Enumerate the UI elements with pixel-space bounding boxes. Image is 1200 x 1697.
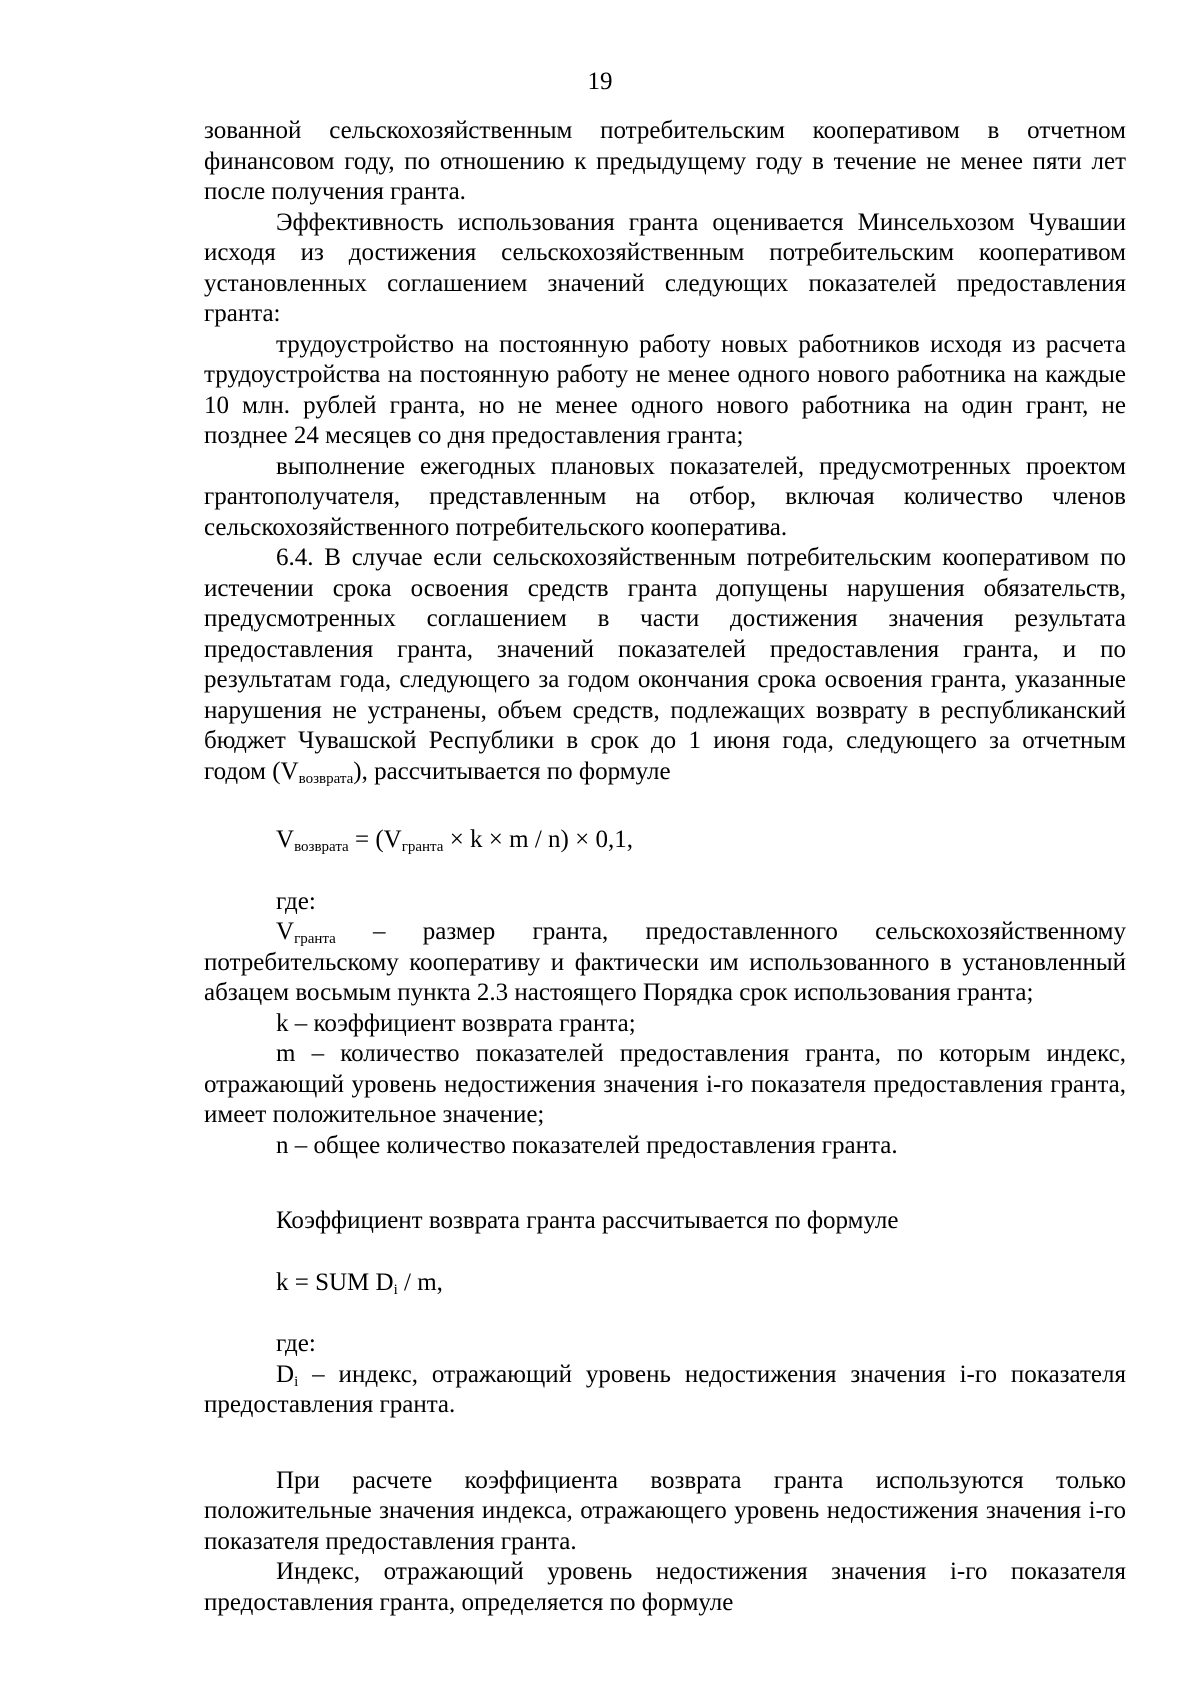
formula-v: V (276, 826, 295, 853)
paragraph-index-formula: Индекс, отражающий уровень недостижения значения i-го показателя предоставления гранта, определяется по формуле (204, 1558, 1126, 1616)
formula-tail: × k × m / n) × 0,1, (443, 826, 633, 853)
definition-n: n – общее количество показателей предоставления гранта. (276, 1131, 898, 1159)
formula-return-volume (204, 825, 1126, 856)
definition-v-grant (204, 917, 1126, 1009)
paragraph-positive-values: При расчете коэффициента возврата гранта используются только положительные значения индекса, отражающего уровень недостижения значения i-го показателя предоставления гранта. (204, 1466, 1126, 1555)
definition-k: k – коэффициент возврата гранта; (276, 1009, 636, 1037)
body-text (204, 116, 1126, 1618)
definition-d: D (276, 1360, 295, 1388)
formula-mid: = (V (348, 826, 402, 853)
coefficient-intro: Коэффициент возврата гранта рассчитывается по формуле (276, 1207, 899, 1234)
formula-k-head: k = SUM D (276, 1268, 394, 1296)
paragraph-6-4 (204, 543, 1126, 787)
paragraph-continuation: зованной сельскохозяйственным потребительским кооперативом в отчетном финансовом году, по отношению к предыдущему году в течение не менее пяти лет после получения гранта. (204, 117, 1126, 205)
definition-di-text: – индекс, отражающий уровень недостижения значения i-го показателя предоставления гранта. (204, 1360, 1126, 1418)
paragraph-6-4-text: 6.4. В случае если сельскохозяйственным потребительским кооперативом по истечении срока освоения средств гранта допущены нарушения обязательств, предусмотренных соглашением в части достижения значения результата предоставления гранта, значений показателей предоставления гранта, и по результатам года, следующего за годом окончания срока освоения гранта, указанные нарушения не устранены, объем средств, подлежащих возврату в республиканский бюджет Чувашской Республики в срок до 1 июня года, следующего за отчетным годом (V (204, 544, 1126, 785)
paragraph-efficiency: Эффективность использования гранта оценивается Минсельхозом Чувашии исходя из достижения сельскохозяйственным потребительским кооперативом установленных соглашением значений следующих показателей предоставления гранта: (204, 208, 1126, 327)
definition-v: V (276, 918, 295, 945)
paragraph-plan-indicators: выполнение ежегодных плановых показателей, предусмотренных проектом грантополучателя, представленным на отбор, включая количество членов сельскохозяйственного потребительского кооператива. (204, 452, 1126, 541)
where-label: где: (276, 887, 316, 915)
page-number: 19 (587, 68, 613, 95)
where-label-2: где: (276, 1330, 316, 1357)
definition-sub-grant: гранта (294, 931, 336, 947)
definition-v-text: – размер гранта, предоставленного сельскохозяйственному потребительскому кооперативу и фактически им использованного в установленный абзацем восьмым пункта 2.3 настоящего Порядка срок использования гранта; (204, 918, 1126, 1006)
formula-k-tail: / m, (397, 1268, 443, 1296)
subscript-return: возврата (298, 770, 354, 787)
formula-sub-return: возврата (294, 839, 349, 855)
formula-coefficient (204, 1268, 1126, 1299)
definition-d-sub: i (294, 1373, 299, 1390)
paragraph-employment: трудоустройство на постоянную работу новых работников исходя из расчета трудоустройства на постоянную работу не менее одного нового работника на каждые 10 млн. рублей гранта, но не менее одного нового работника на один грант, не позднее 24 месяцев со дня предоставления гранта; (204, 330, 1126, 449)
formula-k-sub: i (393, 1281, 398, 1298)
paragraph-6-4-tail: ), рассчитывается по формуле (353, 757, 671, 785)
definition-m: m – количество показателей предоставления гранта, по которым индекс, отражающий уровень недостижения значения i-го показателя предоставления гранта, имеет положительное значение; (204, 1040, 1126, 1128)
formula-sub-grant: гранта (401, 839, 444, 855)
definition-di (204, 1360, 1126, 1421)
